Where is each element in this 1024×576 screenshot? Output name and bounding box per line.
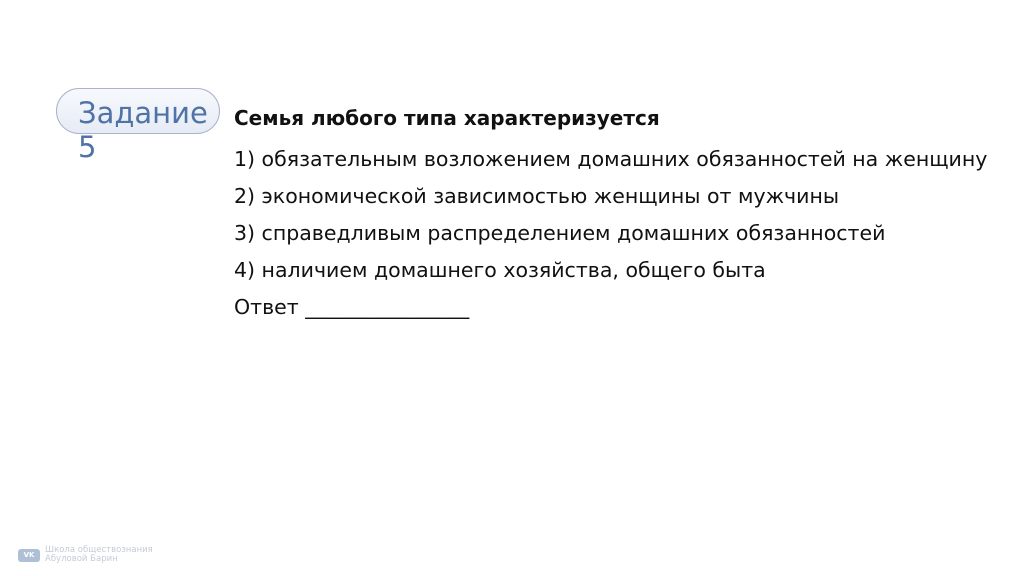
answer-option-3: 3) справедливым распределением домашних обязанностей (234, 221, 886, 245)
task-label-word: Задание (78, 96, 208, 130)
school-name (45, 546, 153, 564)
task-label-number: 5 (78, 130, 97, 164)
school-name-line-1: Школа обществознания (45, 545, 153, 555)
question-block (234, 102, 994, 326)
answer-option-1: 1) обязательным возложением домашних обязанностей на женщину (234, 147, 988, 171)
question-title: Семья любого типа характеризуется (234, 106, 660, 130)
answer-option-4: 4) наличием домашнего хозяйства, общего быта (234, 258, 766, 282)
task-label (78, 96, 208, 164)
answer-option-2: 2) экономической зависимостью женщины от мужчины (234, 184, 840, 208)
answer-line: Ответ ________________ (234, 295, 470, 319)
footer-branding (18, 546, 153, 564)
school-name-line-2: Абуловой Барин (45, 554, 118, 564)
vk-logo-icon: VK (18, 549, 40, 562)
